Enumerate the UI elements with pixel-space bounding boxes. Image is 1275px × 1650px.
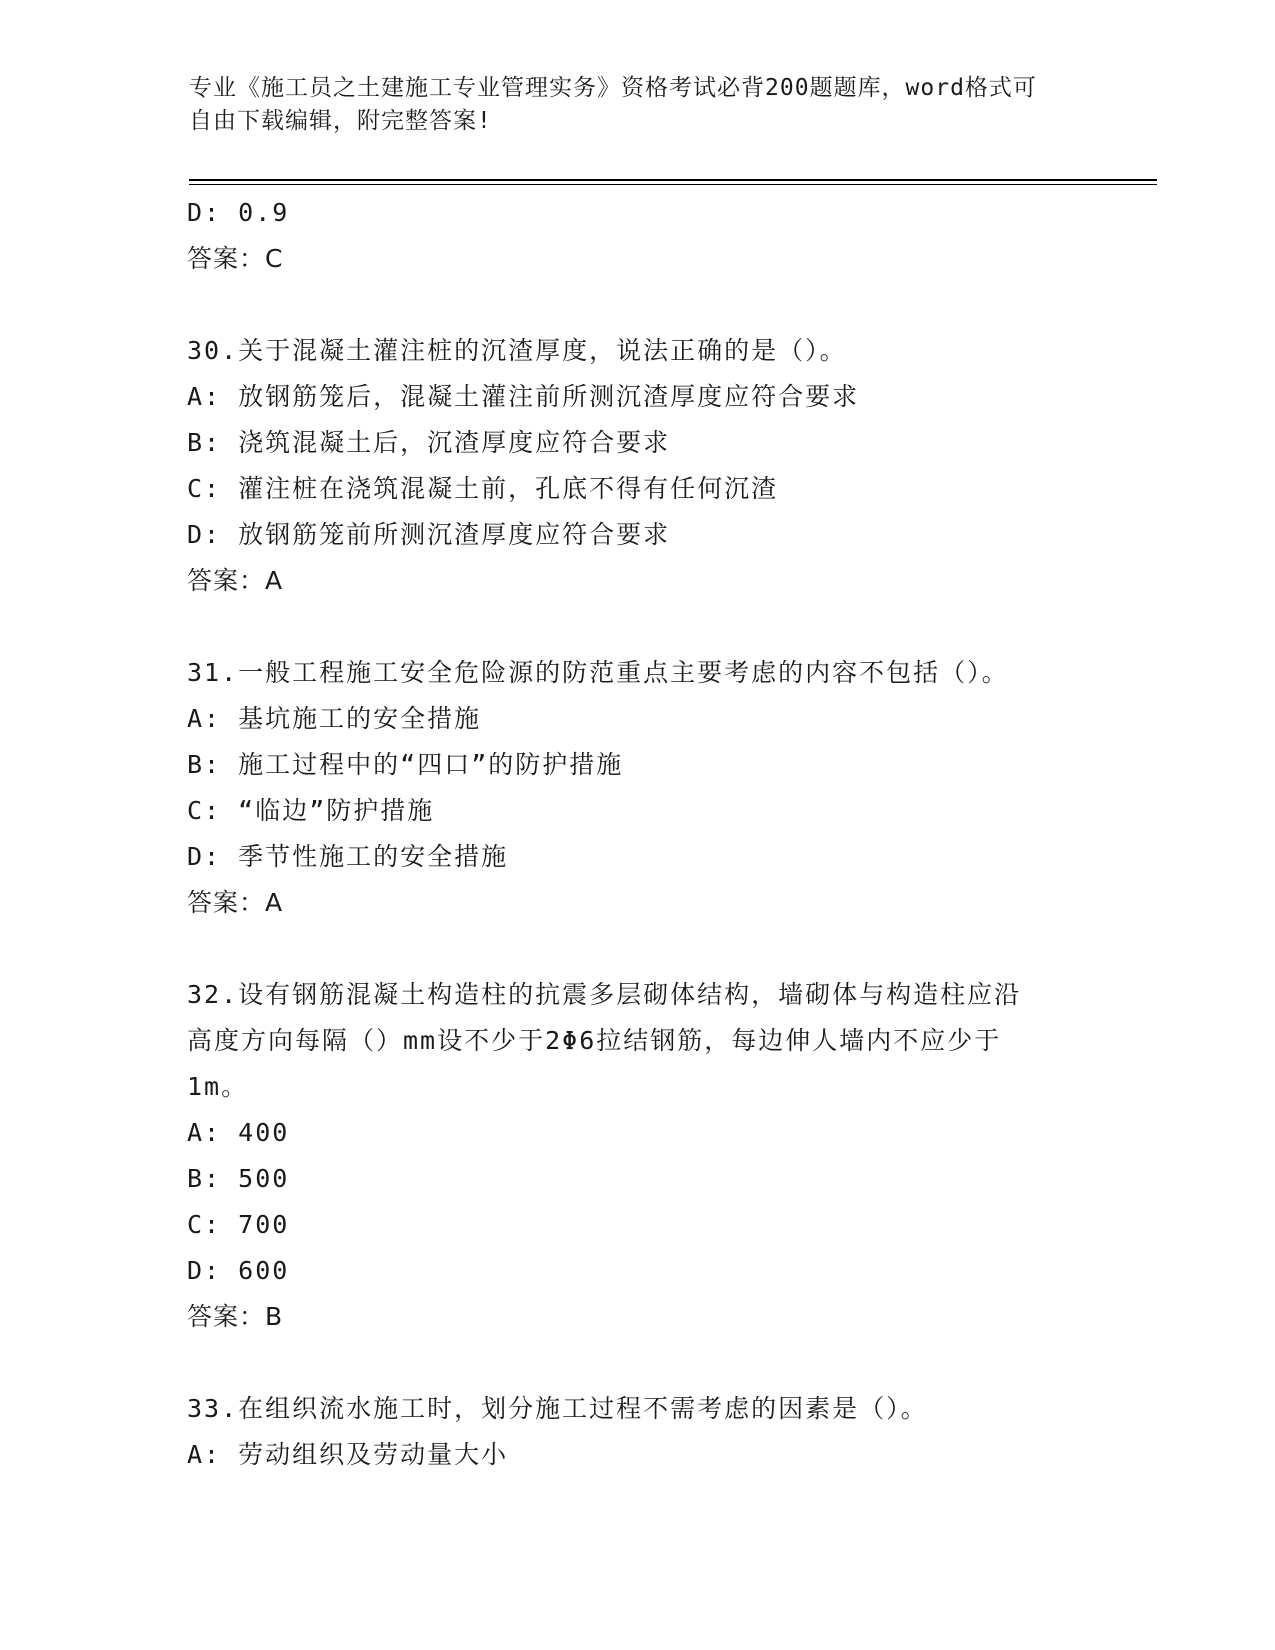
spacer (187, 282, 1117, 328)
question-stem-line-3: 1m。 (187, 1072, 249, 1101)
question-31 (187, 650, 1117, 926)
option-b: B: 施工过程中的“四口”的防护措施 (187, 750, 624, 779)
option-b: B: 浇筑混凝土后，沉渣厚度应符合要求 (187, 428, 671, 457)
document-header (189, 72, 1089, 138)
option-d: D: 600 (187, 1256, 290, 1285)
answer-line: 答案：A (187, 888, 284, 917)
question-list (187, 190, 1117, 1478)
question-stem-line-2: 高度方向每隔（）mm设不少于2Φ6拉结钢筋，每边伸人墙内不应少于 (187, 1026, 1002, 1055)
answer-line: 答案：C (187, 244, 284, 273)
question-stem: 31.一般工程施工安全危险源的防范重点主要考虑的内容不包括（）。 (187, 658, 1009, 687)
header-line-1: 专业《施工员之土建施工专业管理实务》资格考试必背200题题库，word格式可 (189, 75, 1037, 101)
question-stem: 30.关于混凝土灌注桩的沉渣厚度，说法正确的是（）。 (187, 336, 847, 365)
header-divider-thin (189, 184, 1157, 185)
answer-line: 答案：A (187, 566, 284, 595)
option-c: C: “临边”防护措施 (187, 796, 435, 825)
question-stem: 33.在组织流水施工时，划分施工过程不需考虑的因素是（）。 (187, 1394, 928, 1423)
option-d: D: 放钢筋笼前所测沉渣厚度应符合要求 (187, 520, 671, 549)
spacer (187, 1340, 1117, 1386)
question-32 (187, 972, 1117, 1340)
header-line-2: 自由下载编辑，附完整答案! (189, 108, 492, 134)
question-stem-line-1: 32.设有钢筋混凝土构造柱的抗震多层砌体结构，墙砌体与构造柱应沿 (187, 980, 1022, 1009)
spacer (187, 604, 1117, 650)
option-c: C: 灌注桩在浇筑混凝土前，孔底不得有任何沉渣 (187, 474, 779, 503)
spacer (187, 926, 1117, 972)
option-a: A: 劳动组织及劳动量大小 (187, 1440, 509, 1469)
header-divider-thick (189, 179, 1157, 181)
answer-line: 答案：B (187, 1302, 284, 1331)
option-c: C: 700 (187, 1210, 290, 1239)
option-d: D: 季节性施工的安全措施 (187, 842, 509, 871)
option-a: A: 基坑施工的安全措施 (187, 704, 482, 733)
option-a: A: 400 (187, 1118, 290, 1147)
option-b: B: 500 (187, 1164, 290, 1193)
question-33 (187, 1386, 1117, 1478)
question-30 (187, 328, 1117, 604)
previous-question-tail (187, 190, 1117, 282)
option-a: A: 放钢筋笼后，混凝土灌注前所测沉渣厚度应符合要求 (187, 382, 860, 411)
option-d: D: 0.9 (187, 198, 290, 227)
